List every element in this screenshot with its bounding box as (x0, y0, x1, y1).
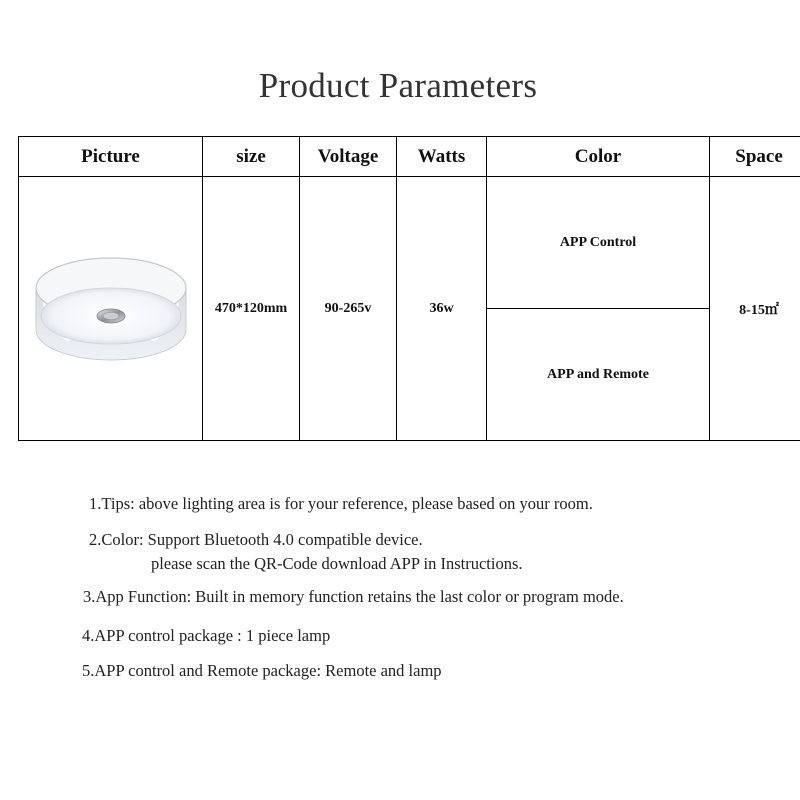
header-color: Color (487, 137, 710, 177)
page-title: Product Parameters (258, 66, 538, 105)
table-header-row (19, 137, 800, 177)
color-option-app-and-remote: APP and Remote (487, 309, 710, 441)
color-option-app-control: APP Control (487, 177, 710, 309)
space-value: 8-15㎡ (710, 177, 800, 441)
watts-value: 36w (397, 177, 487, 441)
note-app-remote-package: 5.APP control and Remote package: Remote and lamp (82, 661, 442, 680)
header-size: size (203, 137, 300, 177)
ceiling-lamp-image (32, 244, 190, 374)
table-row (19, 177, 800, 309)
header-watts: Watts (397, 137, 487, 177)
picture-cell (19, 177, 203, 441)
parameters-table (18, 136, 800, 441)
header-picture: Picture (19, 137, 203, 177)
note-tips: 1.Tips: above lighting area is for your reference, please based on your room. (89, 494, 593, 513)
note-color-continued: please scan the QR-Code download APP in Instructions. (151, 554, 523, 573)
voltage-value: 90-265v (300, 177, 397, 441)
size-value: 470*120mm (203, 177, 300, 441)
note-app-control-package: 4.APP control package : 1 piece lamp (82, 626, 331, 645)
note-color: 2.Color: Support Bluetooth 4.0 compatible device. (89, 530, 423, 549)
header-voltage: Voltage (300, 137, 397, 177)
header-space: Space (710, 137, 800, 177)
note-app-function: 3.App Function: Built in memory function retains the last color or program mode. (83, 587, 624, 606)
